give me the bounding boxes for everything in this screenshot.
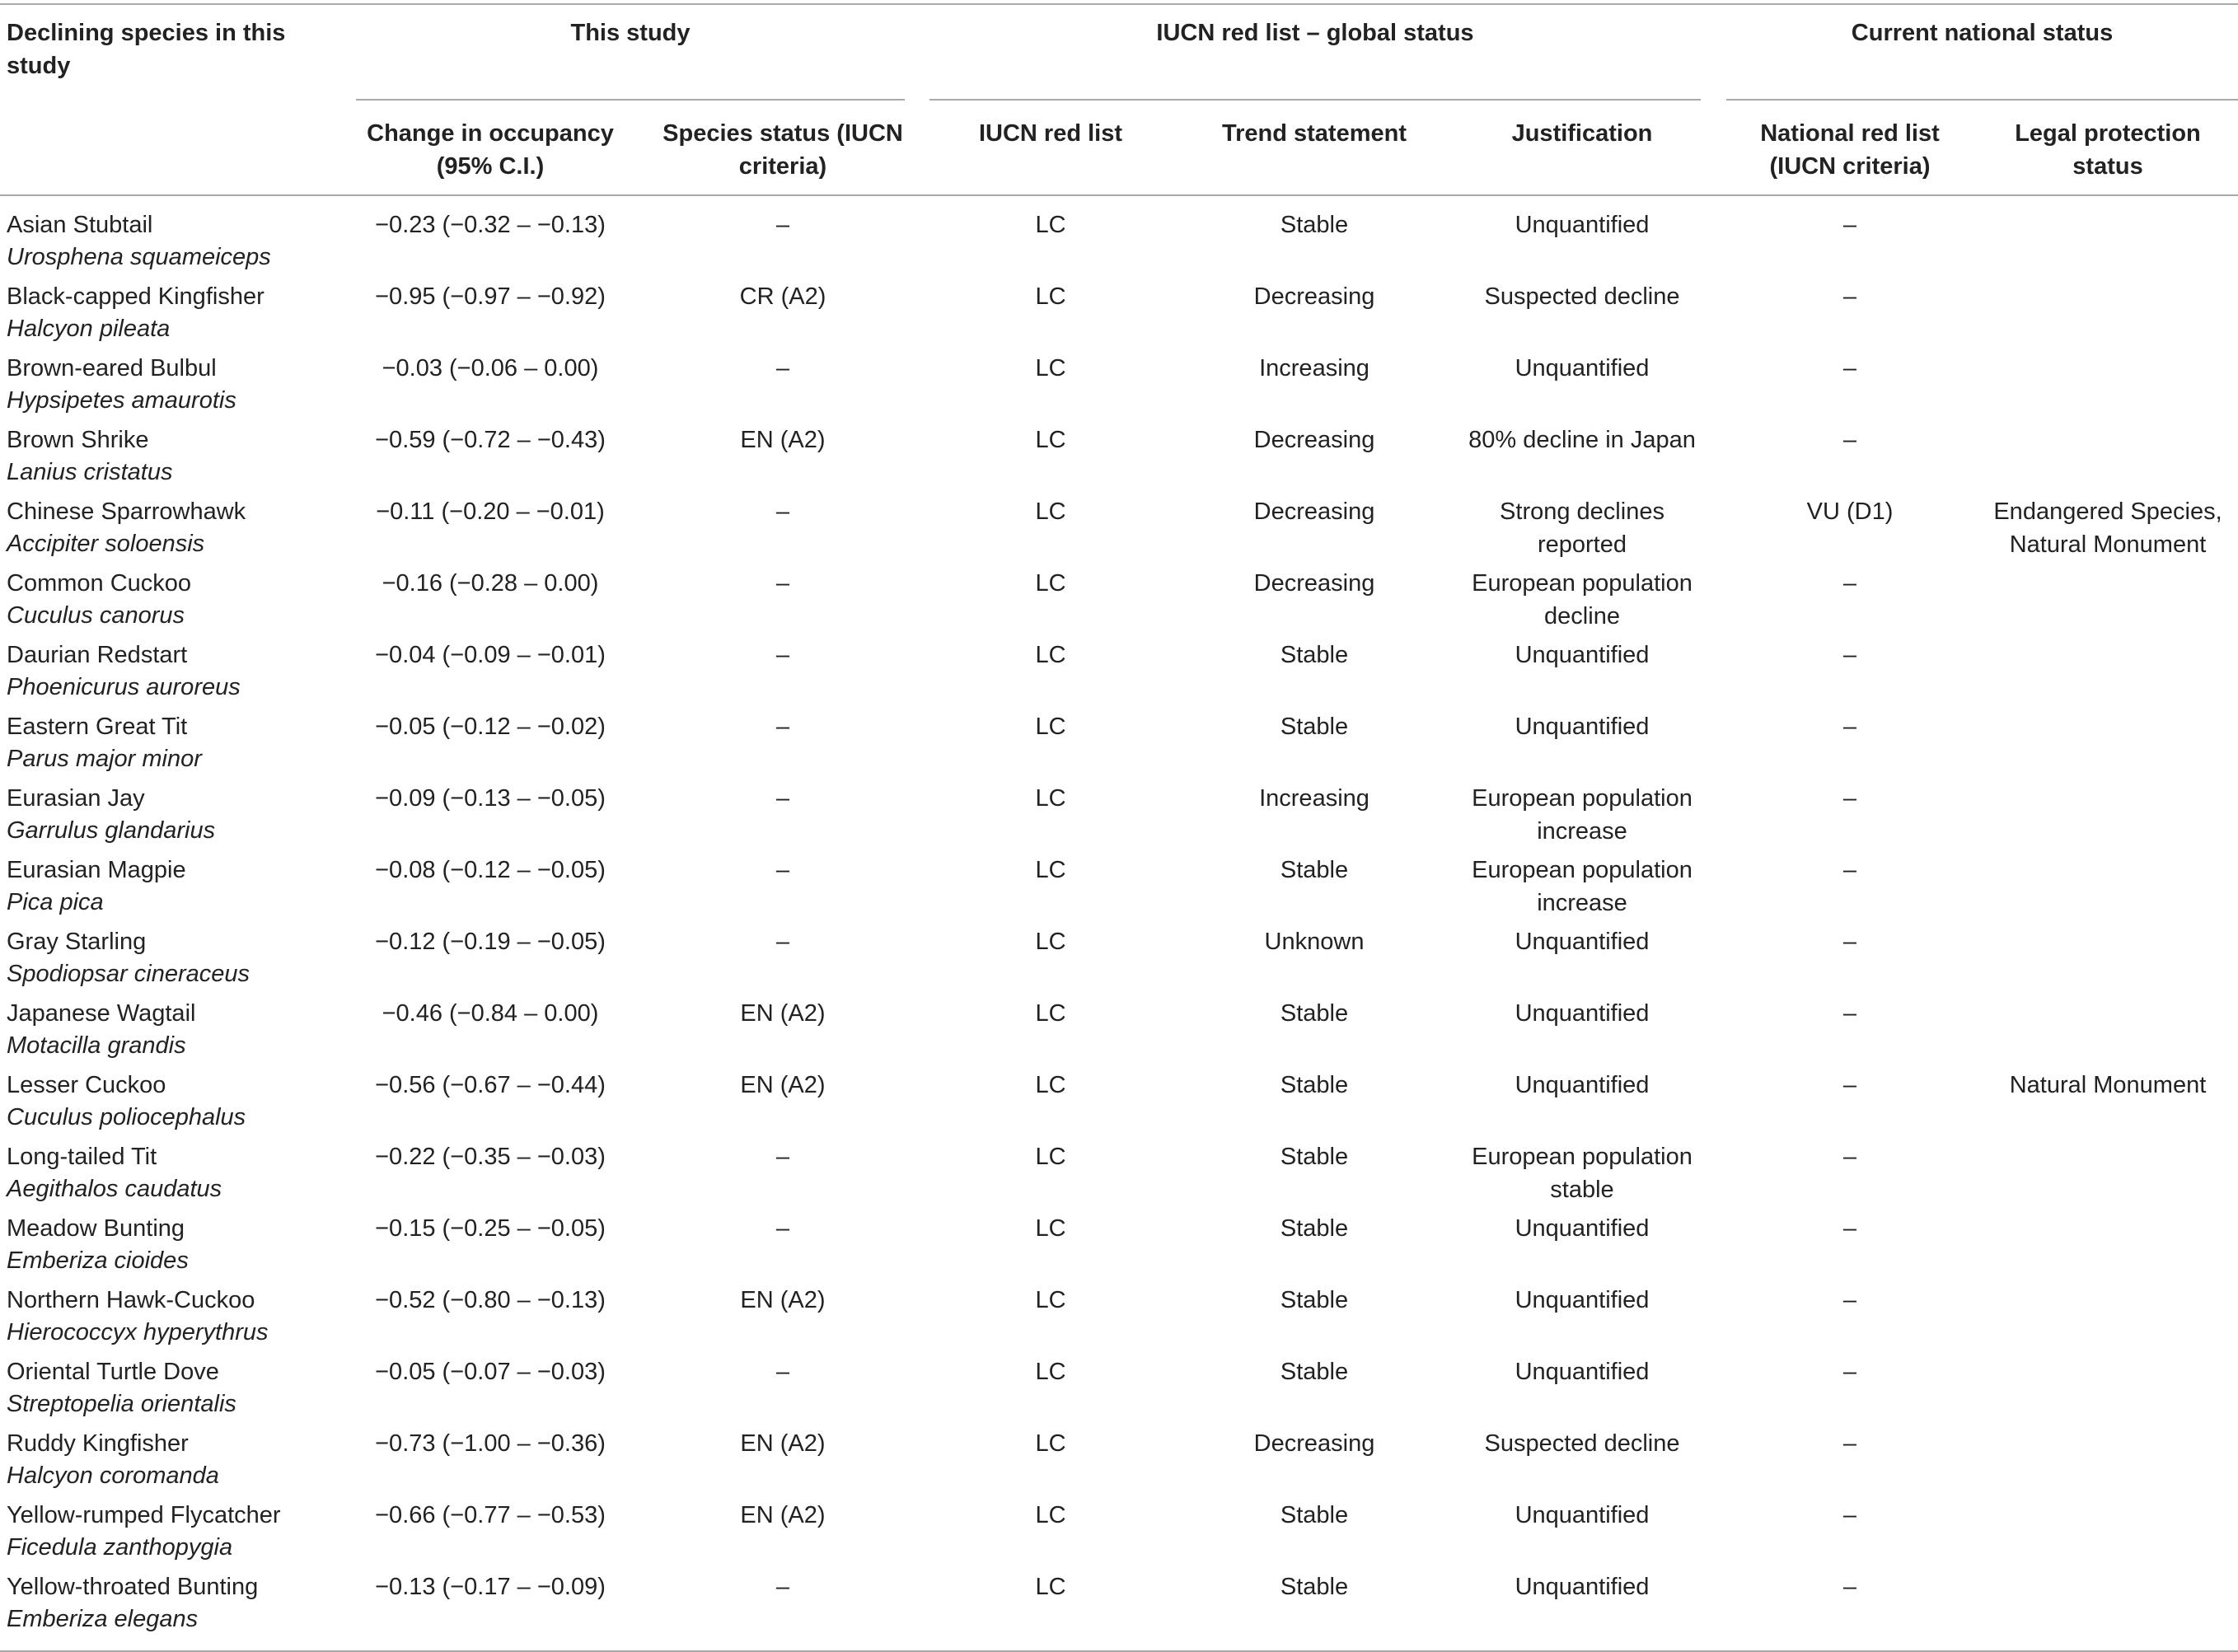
justification-cell: Unquantified xyxy=(1515,642,1650,668)
justification-cell: Unquantified xyxy=(1515,714,1650,740)
change-cell: −0.95 (−0.97 – −0.92) xyxy=(375,283,606,310)
legal-header: Legal protection status xyxy=(2015,120,2201,180)
species-common-name: Northern Hawk-Cuckoo xyxy=(7,1287,255,1313)
justification-cell: Unquantified xyxy=(1515,355,1650,381)
table-top-rule xyxy=(0,3,2238,5)
species-latin-name: Pica pica xyxy=(7,889,104,915)
justification-cell: Suspected decline xyxy=(1484,283,1680,310)
group-rule-iucn xyxy=(929,99,1701,101)
change-cell: −0.05 (−0.07 – −0.03) xyxy=(375,1359,606,1385)
change-cell: −0.16 (−0.28 – 0.00) xyxy=(382,570,599,597)
species-latin-name: Lanius cristatus xyxy=(7,459,173,485)
change-cell: −0.08 (−0.12 – −0.05) xyxy=(375,857,606,883)
species-common-name: Brown Shrike xyxy=(7,427,149,453)
species-latin-name: Halcyon pileata xyxy=(7,316,171,342)
change-header: Change in occupancy (95% C.I.) xyxy=(367,120,614,180)
national-cell: – xyxy=(1842,1287,1857,1313)
justification-cell: Unquantified xyxy=(1515,1502,1650,1528)
trend-header: Trend statement xyxy=(1222,120,1407,147)
change-cell: −0.11 (−0.20 – −0.01) xyxy=(376,498,605,525)
species-common-name: Daurian Redstart xyxy=(7,642,188,668)
status-cell: – xyxy=(775,642,790,668)
iucn-cell: LC xyxy=(1035,1287,1066,1313)
species-latin-name: Cuculus canorus xyxy=(7,602,185,629)
species-common-name: Long-tailed Tit xyxy=(7,1144,157,1170)
iucn-cell: LC xyxy=(1035,1215,1066,1242)
status-cell: – xyxy=(775,1359,790,1385)
national-cell: – xyxy=(1842,212,1857,238)
species-column-header: Declining species in this study xyxy=(7,20,286,79)
trend-cell: Stable xyxy=(1280,1574,1349,1600)
trend-cell: Unknown xyxy=(1264,929,1365,955)
species-common-name: Gray Starling xyxy=(7,929,147,955)
justification-cell: Unquantified xyxy=(1515,1000,1650,1027)
species-latin-name: Streptopelia orientalis xyxy=(7,1391,236,1417)
status-header: Species status (IUCN criteria) xyxy=(663,120,903,180)
species-common-name: Brown-eared Bulbul xyxy=(7,355,217,381)
national-cell: – xyxy=(1842,1215,1857,1242)
species-common-name: Asian Stubtail xyxy=(7,212,153,238)
species-latin-name: Aegithalos caudatus xyxy=(7,1176,222,1202)
justification-cell: Unquantified xyxy=(1515,1072,1650,1098)
species-latin-name: Urosphena squameiceps xyxy=(7,244,271,270)
legal-cell: Natural Monument xyxy=(2009,1072,2207,1098)
national-cell: – xyxy=(1842,1072,1857,1098)
group-rule-national xyxy=(1726,99,2238,101)
change-cell: −0.03 (−0.06 – 0.00) xyxy=(382,355,599,381)
trend-cell: Stable xyxy=(1280,1000,1349,1027)
trend-cell: Stable xyxy=(1280,1072,1349,1098)
legal-cell: Endangered Species, Natural Monument xyxy=(1993,498,2222,558)
iucn-cell: LC xyxy=(1035,1144,1066,1170)
status-cell: – xyxy=(775,570,790,597)
status-cell: – xyxy=(775,785,790,812)
species-common-name: Oriental Turtle Dove xyxy=(7,1359,219,1385)
change-cell: −0.04 (−0.09 – −0.01) xyxy=(375,642,606,668)
status-cell: EN (A2) xyxy=(740,1072,826,1098)
iucn-cell: LC xyxy=(1035,785,1066,812)
species-common-name: Yellow-throated Bunting xyxy=(7,1574,259,1600)
justification-cell: Unquantified xyxy=(1515,929,1650,955)
change-cell: −0.56 (−0.67 – −0.44) xyxy=(375,1072,606,1098)
species-common-name: Meadow Bunting xyxy=(7,1215,185,1242)
national-cell: – xyxy=(1842,642,1857,668)
iucn-cell: LC xyxy=(1035,1359,1066,1385)
trend-cell: Stable xyxy=(1280,1287,1349,1313)
status-cell: – xyxy=(775,212,790,238)
iucn-cell: LC xyxy=(1035,570,1066,597)
national-cell: – xyxy=(1842,1359,1857,1385)
trend-cell: Decreasing xyxy=(1253,1430,1375,1457)
justification-cell: Unquantified xyxy=(1515,1574,1650,1600)
justification-cell: European population increase xyxy=(1472,785,1693,845)
national-header: National red list (IUCN criteria) xyxy=(1760,120,1940,180)
status-cell: EN (A2) xyxy=(740,1430,826,1457)
national-cell: – xyxy=(1842,427,1857,453)
species-common-name: Black-capped Kingfisher xyxy=(7,283,265,310)
group-header-iucn: IUCN red list – global status xyxy=(1156,20,1474,46)
species-latin-name: Spodiopsar cineraceus xyxy=(7,961,250,987)
national-cell: – xyxy=(1842,1574,1857,1600)
national-cell: – xyxy=(1842,1000,1857,1027)
status-cell: – xyxy=(775,1574,790,1600)
group-header-national: Current national status xyxy=(1851,20,2114,46)
iucn-cell: LC xyxy=(1035,1574,1066,1600)
trend-cell: Stable xyxy=(1280,212,1349,238)
trend-cell: Increasing xyxy=(1259,785,1369,812)
trend-cell: Stable xyxy=(1280,1359,1349,1385)
trend-cell: Stable xyxy=(1280,1215,1349,1242)
status-cell: EN (A2) xyxy=(740,1000,826,1027)
national-cell: – xyxy=(1842,283,1857,310)
status-cell: EN (A2) xyxy=(740,1502,826,1528)
species-common-name: Lesser Cuckoo xyxy=(7,1072,166,1098)
justification-cell: Unquantified xyxy=(1515,1359,1650,1385)
change-cell: −0.46 (−0.84 – 0.00) xyxy=(382,1000,599,1027)
species-latin-name: Parus major minor xyxy=(7,746,202,772)
trend-cell: Stable xyxy=(1280,1144,1349,1170)
species-latin-name: Accipiter soloensis xyxy=(7,531,205,557)
species-common-name: Yellow-rumped Flycatcher xyxy=(7,1502,281,1528)
national-cell: – xyxy=(1842,857,1857,883)
national-cell: – xyxy=(1842,1430,1857,1457)
change-cell: −0.09 (−0.13 – −0.05) xyxy=(375,785,606,812)
change-cell: −0.73 (−1.00 – −0.36) xyxy=(375,1430,606,1457)
status-cell: – xyxy=(775,857,790,883)
trend-cell: Stable xyxy=(1280,642,1349,668)
trend-cell: Increasing xyxy=(1259,355,1369,381)
national-cell: VU (D1) xyxy=(1806,498,1894,525)
species-common-name: Ruddy Kingfisher xyxy=(7,1430,189,1457)
national-cell: – xyxy=(1842,929,1857,955)
change-cell: −0.23 (−0.32 – −0.13) xyxy=(375,212,606,238)
iucn-cell: LC xyxy=(1035,1072,1066,1098)
iucn-cell: LC xyxy=(1035,929,1066,955)
status-cell: EN (A2) xyxy=(740,1287,826,1313)
status-cell: – xyxy=(775,1144,790,1170)
national-cell: – xyxy=(1842,1502,1857,1528)
trend-cell: Decreasing xyxy=(1253,570,1375,597)
group-rule-this-study xyxy=(356,99,905,101)
trend-cell: Decreasing xyxy=(1253,498,1375,525)
national-cell: – xyxy=(1842,714,1857,740)
iucn-cell: LC xyxy=(1035,427,1066,453)
iucn-cell: LC xyxy=(1035,355,1066,381)
iucn-cell: LC xyxy=(1035,857,1066,883)
trend-cell: Decreasing xyxy=(1253,283,1375,310)
trend-cell: Decreasing xyxy=(1253,427,1375,453)
iucn-cell: LC xyxy=(1035,498,1066,525)
change-cell: −0.59 (−0.72 – −0.43) xyxy=(375,427,606,453)
iucn-cell: LC xyxy=(1035,283,1066,310)
iucn-header: IUCN red list xyxy=(978,120,1123,147)
group-header-this-study: This study xyxy=(570,20,691,46)
justification-cell: European population decline xyxy=(1472,570,1693,629)
species-common-name: Japanese Wagtail xyxy=(7,1000,196,1027)
justification-cell: European population increase xyxy=(1472,857,1693,916)
species-latin-name: Hierococcyx hyperythrus xyxy=(7,1319,269,1345)
species-latin-name: Hypsipetes amaurotis xyxy=(7,387,236,414)
species-latin-name: Garrulus glandarius xyxy=(7,817,216,844)
status-cell: EN (A2) xyxy=(740,427,826,453)
iucn-cell: LC xyxy=(1035,642,1066,668)
trend-cell: Stable xyxy=(1280,1502,1349,1528)
species-latin-name: Phoenicurus auroreus xyxy=(7,674,241,700)
change-cell: −0.22 (−0.35 – −0.03) xyxy=(375,1144,606,1170)
species-common-name: Common Cuckoo xyxy=(7,570,192,597)
species-common-name: Eurasian Jay xyxy=(7,785,145,812)
justification-cell: European population stable xyxy=(1472,1144,1693,1203)
status-cell: – xyxy=(775,355,790,381)
justification-cell: Unquantified xyxy=(1515,1215,1650,1242)
iucn-cell: LC xyxy=(1035,714,1066,740)
status-cell: – xyxy=(775,929,790,955)
justification-cell: Unquantified xyxy=(1515,1287,1650,1313)
national-cell: – xyxy=(1842,1144,1857,1170)
status-cell: CR (A2) xyxy=(739,283,826,310)
iucn-cell: LC xyxy=(1035,1502,1066,1528)
iucn-cell: LC xyxy=(1035,212,1066,238)
status-cell: – xyxy=(775,714,790,740)
status-cell: – xyxy=(775,1215,790,1242)
species-common-name: Eurasian Magpie xyxy=(7,857,186,883)
status-cell: – xyxy=(775,498,790,525)
national-cell: – xyxy=(1842,355,1857,381)
trend-cell: Stable xyxy=(1280,714,1349,740)
species-common-name: Chinese Sparrowhawk xyxy=(7,498,246,525)
species-latin-name: Emberiza elegans xyxy=(7,1606,199,1632)
species-latin-name: Ficedula zanthopygia xyxy=(7,1534,233,1561)
iucn-cell: LC xyxy=(1035,1430,1066,1457)
species-latin-name: Halcyon coromanda xyxy=(7,1462,219,1489)
species-latin-name: Emberiza cioides xyxy=(7,1247,189,1274)
change-cell: −0.66 (−0.77 – −0.53) xyxy=(375,1502,606,1528)
species-latin-name: Cuculus poliocephalus xyxy=(7,1104,246,1130)
iucn-cell: LC xyxy=(1035,1000,1066,1027)
national-cell: – xyxy=(1842,570,1857,597)
national-cell: – xyxy=(1842,785,1857,812)
change-cell: −0.05 (−0.12 – −0.02) xyxy=(375,714,606,740)
justification-cell: 80% decline in Japan xyxy=(1468,427,1696,453)
species-common-name: Eastern Great Tit xyxy=(7,714,188,740)
change-cell: −0.15 (−0.25 – −0.05) xyxy=(375,1215,606,1242)
change-cell: −0.52 (−0.80 – −0.13) xyxy=(375,1287,606,1313)
species-latin-name: Motacilla grandis xyxy=(7,1032,186,1059)
justification-header: Justification xyxy=(1511,120,1653,147)
header-bottom-rule xyxy=(0,194,2238,196)
change-cell: −0.13 (−0.17 – −0.09) xyxy=(375,1574,606,1600)
change-cell: −0.12 (−0.19 – −0.05) xyxy=(375,929,606,955)
trend-cell: Stable xyxy=(1280,857,1349,883)
justification-cell: Suspected decline xyxy=(1484,1430,1680,1457)
justification-cell: Unquantified xyxy=(1515,212,1650,238)
justification-cell: Strong declines reported xyxy=(1500,498,1664,558)
